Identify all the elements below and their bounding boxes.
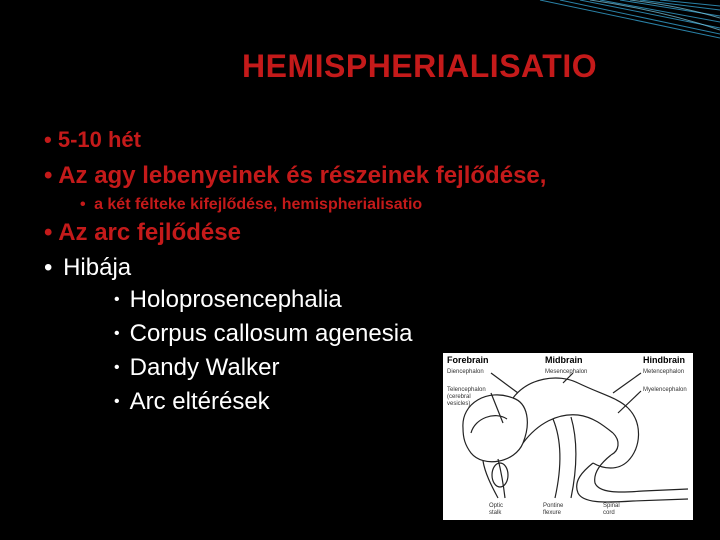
brain-drawing [443, 353, 693, 520]
bullet-dot: • [114, 359, 120, 376]
defect-text: Dandy Walker [129, 354, 280, 381]
bullet-dot: • [44, 127, 52, 152]
label-mesencephalon: Mesencephalon [545, 369, 588, 375]
subbullet-hemispheres [80, 196, 422, 214]
defect-text: Holoprosencephalia [129, 286, 342, 313]
label-diencephalon: Diencephalon [447, 369, 484, 375]
bullet-brain-lobes [44, 162, 546, 190]
bullet-text: 5-10 hét [57, 127, 141, 152]
label-pontine-flexure: Pontine flexure [543, 503, 564, 516]
bullet-text: Az agy lebenyeinek és részeinek fejlődése, [58, 162, 547, 189]
bullet-dot: • [114, 325, 120, 342]
hindbrain-header: Hindbrain [643, 355, 685, 365]
bullet-dot: • [114, 393, 120, 410]
defect-item [114, 320, 412, 348]
brain-development-figure [443, 353, 693, 520]
defect-item [114, 354, 279, 382]
label-optic-stalk: Optic stalk [489, 503, 504, 516]
defect-text: Arc eltérések [129, 388, 270, 415]
defect-item [114, 286, 342, 314]
bullet-dot: • [44, 254, 53, 281]
midbrain-header: Midbrain [545, 355, 583, 365]
bullet-dot: • [44, 219, 53, 246]
label-telencephalon: Telencephalon (cerebral vesicles) [447, 387, 486, 407]
slide-title: HEMISPHERIALISATIO [242, 48, 598, 84]
label-myelencephalon: Myelencephalon [643, 387, 687, 393]
bullet-face [44, 219, 241, 247]
bullet-dot: • [114, 291, 120, 308]
defect-item [114, 388, 270, 416]
bullet-defects [44, 254, 131, 282]
bullet-text: Hibája [63, 254, 132, 281]
bullet-text: a két félteke kifejlődése, hemispherialisatio [94, 196, 423, 213]
bullet-dot: • [80, 196, 86, 213]
bullet-weeks [44, 127, 141, 153]
bullet-text: Az arc fejlődése [58, 219, 241, 246]
forebrain-header: Forebrain [447, 355, 489, 365]
defect-text: Corpus callosum agenesia [129, 320, 413, 347]
label-spinal-cord: Spinal cord [603, 503, 620, 516]
decorative-corner-graphic [0, 0, 720, 40]
label-metencephalon: Metencephalon [643, 369, 685, 375]
bullet-dot: • [44, 162, 53, 189]
